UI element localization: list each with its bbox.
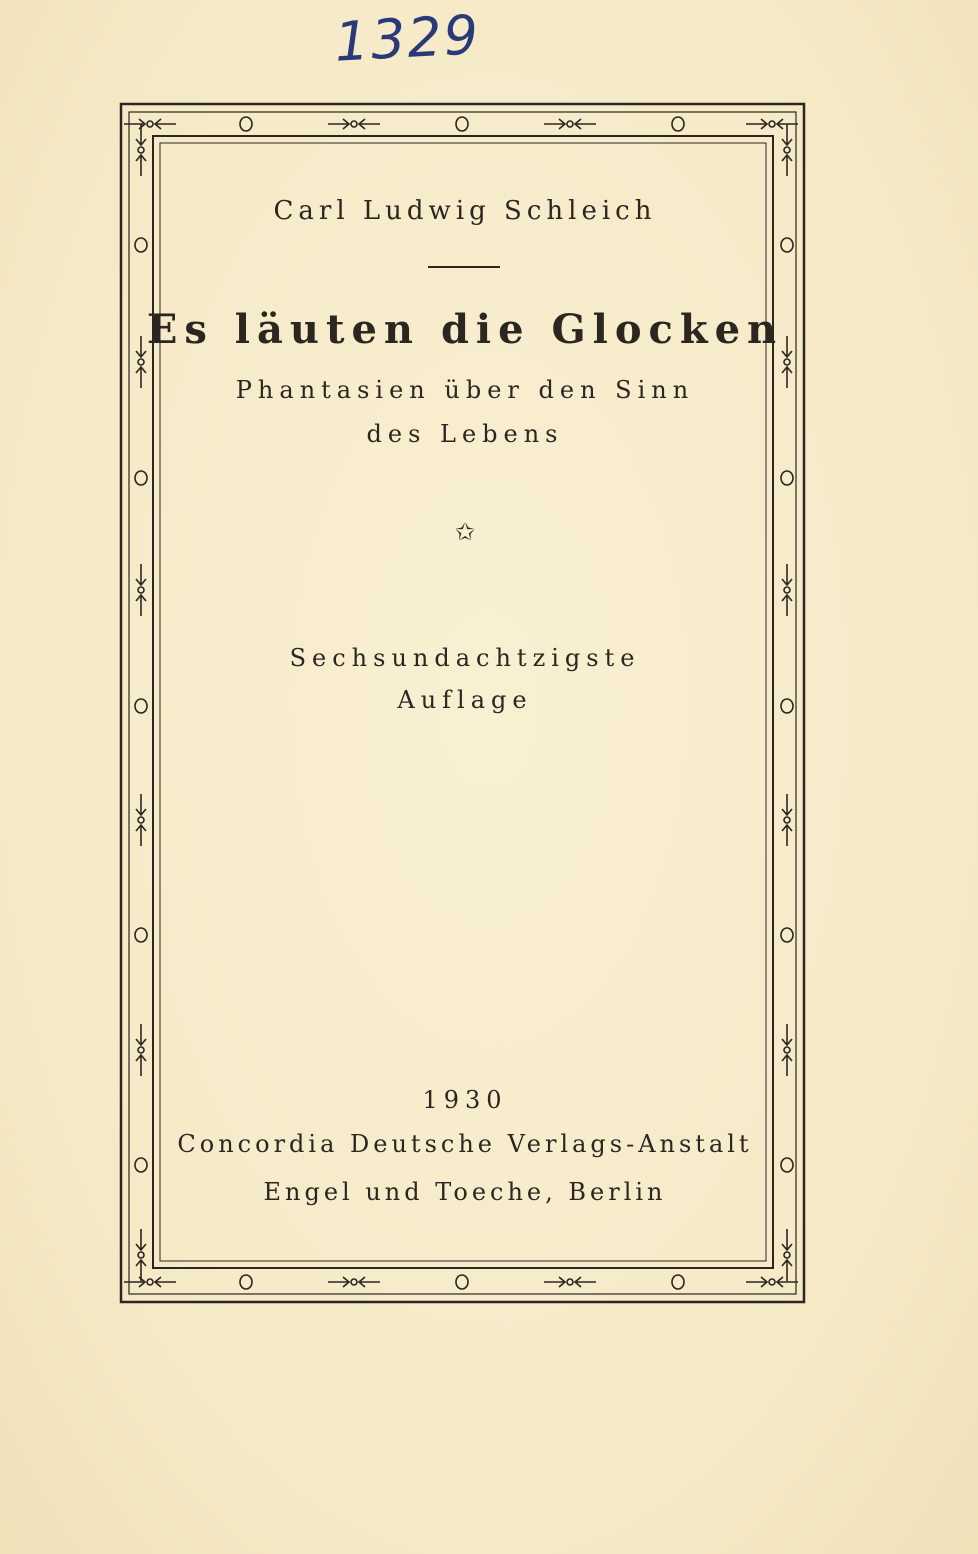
border-arrow-motif-icon (136, 1024, 146, 1076)
edition-line-1: Sechsundachtzigste (289, 644, 641, 672)
border-arrow-motif-icon (136, 794, 146, 846)
divider-rule (428, 266, 500, 268)
border-arrow-motif-icon (136, 124, 146, 176)
border-ring-icon (135, 1158, 147, 1172)
author-name: Carl Ludwig Schleich (273, 196, 657, 226)
border-arrow-motif-icon (782, 1024, 792, 1076)
border-arrow-motif-icon (782, 794, 792, 846)
border-ring-icon (456, 117, 468, 131)
border-ring-icon (135, 471, 147, 485)
publisher-line-1: Concordia Deutsche Verlags-Anstalt (177, 1130, 753, 1158)
border-ring-icon (781, 238, 793, 252)
border-arrow-motif-icon (782, 1229, 792, 1281)
border-arrow-motif-icon (544, 119, 596, 129)
border-ring-icon (456, 1275, 468, 1289)
border-arrow-motif-icon (328, 119, 380, 129)
book-title: Es läuten die Glocken (146, 306, 784, 353)
border-arrow-motif-icon (124, 1277, 176, 1287)
border-arrow-motif-icon (782, 564, 792, 616)
edition-line-2: Auflage (397, 686, 533, 714)
border-arrow-motif-icon (136, 1229, 146, 1281)
subtitle-line-1: Phantasien über den Sinn (235, 376, 695, 404)
publication-year: 1930 (422, 1086, 508, 1114)
subtitle-line-2: des Lebens (366, 420, 564, 448)
border-ring-icon (135, 238, 147, 252)
border-arrow-motif-icon (746, 119, 798, 129)
border-ring-icon (672, 1275, 684, 1289)
border-ring-icon (240, 117, 252, 131)
border-ring-icon (672, 117, 684, 131)
border-arrow-motif-icon (544, 1277, 596, 1287)
border-ring-icon (240, 1275, 252, 1289)
publisher-line-2: Engel und Toeche, Berlin (263, 1178, 667, 1206)
border-arrow-motif-icon (328, 1277, 380, 1287)
border-arrow-motif-icon (782, 124, 792, 176)
handwritten-catalog-number: 1329 (333, 3, 482, 74)
border-arrow-motif-icon (124, 119, 176, 129)
border-ring-icon (781, 471, 793, 485)
border-arrow-motif-icon (136, 564, 146, 616)
star-ornament-icon: ✩ (454, 518, 476, 546)
border-ring-icon (781, 1158, 793, 1172)
border-arrow-motif-icon (746, 1277, 798, 1287)
border-ring-icon (781, 928, 793, 942)
border-ring-icon (135, 928, 147, 942)
